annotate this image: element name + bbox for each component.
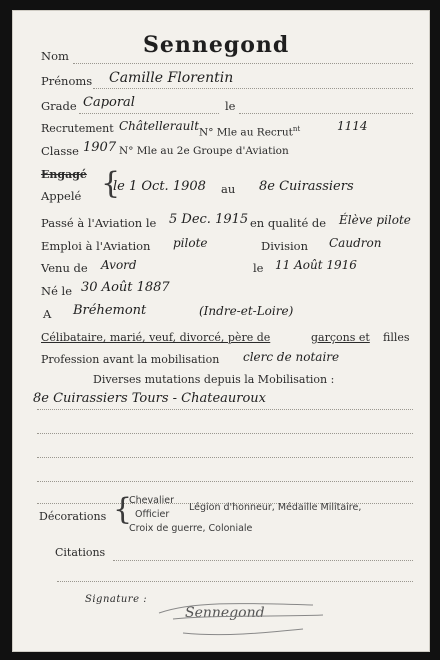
venu-label: Venu de xyxy=(41,261,88,275)
venu-date: 11 Août 1916 xyxy=(275,258,357,272)
engage-brace: { xyxy=(101,166,121,201)
mutation-entry: 8e Cuirassiers Tours - Chateauroux xyxy=(33,391,267,406)
profession-label: Profession avant la mobilisation xyxy=(41,353,220,366)
signature-label: Signature : xyxy=(85,594,148,605)
division-value: Caudron xyxy=(329,236,382,250)
a-value: Bréhemont xyxy=(73,303,147,318)
a-label: A xyxy=(43,307,52,321)
prenoms-label: Prénoms xyxy=(41,74,93,88)
grade-label: Grade xyxy=(41,99,77,113)
registration-card xyxy=(12,10,430,652)
division-label: Division xyxy=(261,239,308,253)
etat-civil-text: Célibataire, marié, veuf, divorcé, père de xyxy=(41,331,271,344)
decorations-label: Décorations xyxy=(39,510,107,523)
qualite-value: Élève pilote xyxy=(339,213,411,227)
grade-value: Caporal xyxy=(83,95,135,110)
mle-recrut-value: 1114 xyxy=(337,119,368,133)
mutation-line-4 xyxy=(37,471,413,482)
ne-value: 30 Août 1887 xyxy=(81,280,170,295)
a-dept: (Indre-et-Loire) xyxy=(199,304,294,318)
mutation-line-2 xyxy=(37,423,413,434)
engage-label: Engagé xyxy=(41,168,87,181)
recrutement-label: Recrutement xyxy=(41,122,114,135)
classe-value: 1907 xyxy=(83,140,117,155)
citations-line-1 xyxy=(113,550,413,561)
grade-date-line xyxy=(239,103,413,114)
citations-label: Citations xyxy=(55,546,106,559)
engage-unit: 8e Cuirassiers xyxy=(259,179,354,194)
signature-value: Sennegond xyxy=(185,605,265,621)
mutations-heading: Diverses mutations depuis la Mobilisation : xyxy=(93,373,335,386)
signature-flourish xyxy=(153,593,333,643)
decorations-brace: { xyxy=(113,492,133,527)
passe-date: 5 Dec. 1915 xyxy=(169,212,249,227)
venu-value: Avord xyxy=(101,258,137,272)
nom-label: Nom xyxy=(41,49,69,63)
emploi-label: Emploi à l'Aviation xyxy=(41,239,151,253)
decoration-officier: Officier xyxy=(135,509,170,520)
garcons-text: garçons et xyxy=(311,331,370,344)
prenoms-value: Camille Florentin xyxy=(109,70,234,86)
venu-le: le xyxy=(253,261,264,275)
recrutement-value: Châtellerault xyxy=(119,119,200,133)
mutation-line-1 xyxy=(37,399,413,410)
emploi-value: pilote xyxy=(173,236,208,250)
decoration-legion: Légion d'honneur, Médaille Militaire, xyxy=(189,502,362,513)
decoration-chevalier: Chevalier xyxy=(129,495,174,506)
nom-value: Sennegond xyxy=(143,32,290,58)
ne-label: Né le xyxy=(41,284,73,298)
engage-au: au xyxy=(221,182,236,196)
grade-le-label: le xyxy=(225,99,236,113)
classe-label: Classe xyxy=(41,144,79,158)
profession-value: clerc de notaire xyxy=(243,350,340,364)
engage-date: le 1 Oct. 1908 xyxy=(113,179,206,194)
groupe-text: N° Mle au 2e Groupe d'Aviation xyxy=(119,145,289,157)
citations-line-2 xyxy=(57,571,413,582)
passe-label: Passé à l'Aviation le xyxy=(41,216,157,230)
appele-label: Appelé xyxy=(41,189,82,203)
filles-text: filles xyxy=(383,331,410,344)
qualite-label: en qualité de xyxy=(250,216,327,230)
decoration-croix: Croix de guerre, Coloniale xyxy=(129,523,253,534)
mle-recrut-label: N° Mle au Recrut$^{nt}$ xyxy=(199,125,301,139)
mutation-line-3 xyxy=(37,447,413,458)
